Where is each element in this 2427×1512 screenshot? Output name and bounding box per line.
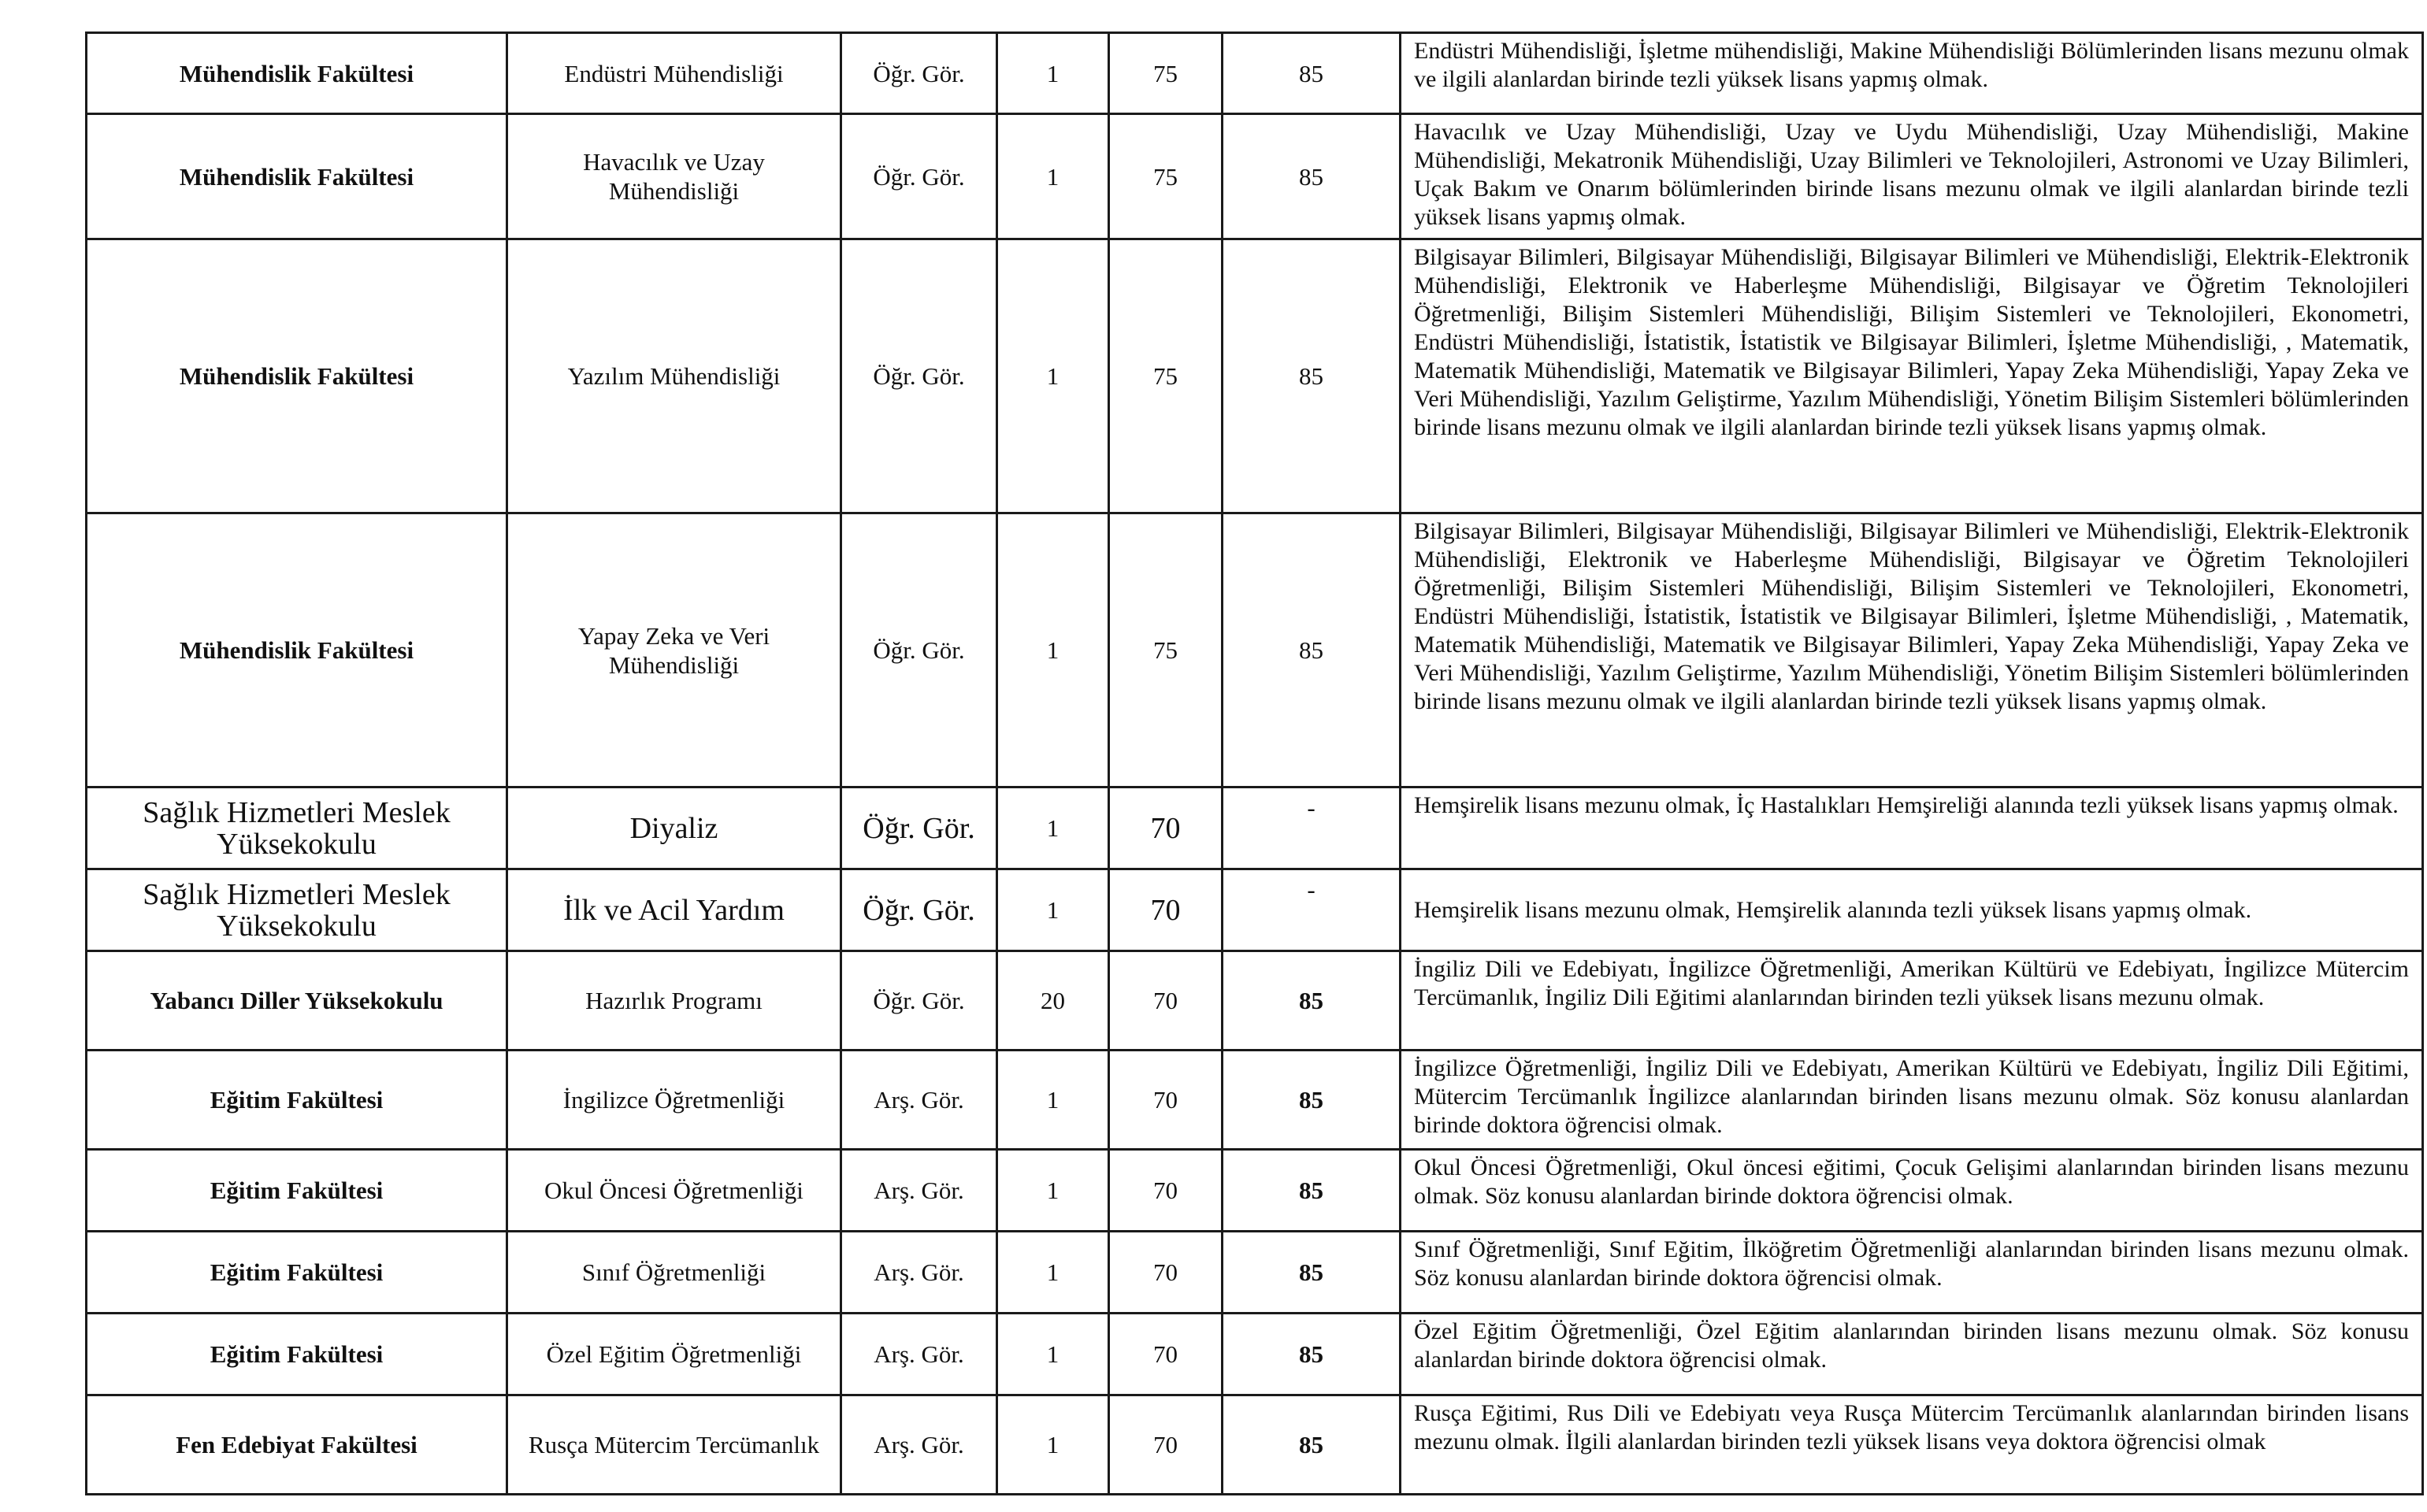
count-cell: 1 <box>997 1150 1109 1232</box>
title-cell: Arş. Gör. <box>841 1150 997 1232</box>
title-cell: Arş. Gör. <box>841 1314 997 1395</box>
language-score-cell: 85 <box>1223 1232 1401 1314</box>
requirements-cell: Bilgisayar Bilimleri, Bilgisayar Mühendisliği, Bilgisayar Bilimleri ve Mühendisliği, Elektrik-Elektronik Mühendisliği, Elektronik ve Haberleşme Mühendisliği, Bilgisayar ve Öğretim Teknolojileri Öğretmenliği, Bilişim Sistemleri Mühendisliği, Bilişim Sistemleri ve Teknolojileri, Ekonometri, Endüstri Mühendisliği, İstatistik, İstatistik ve Bilgisayar Bilimleri, İşletme Mühendisliği, , Matematik, Matematik Mühendisliği, Matematik ve Bilgisayar Bilimleri, Yapay Zeka Mühendisliği, Yapay Zeka ve Veri Mühendisliği, Yazılım Geliştirme, Yazılım Mühendisliği, Yönetim Bilişim Sistemleri bölümlerinden birinde lisans mezunu olmak ve ilgili alanlardan birinde tezli yüksek lisans yapmış olmak. <box>1401 239 2423 513</box>
table-row <box>87 1051 2423 1150</box>
department-cell: Rusça Mütercim Tercümanlık <box>507 1395 841 1495</box>
title-cell: Öğr. Gör. <box>841 33 997 114</box>
table-row <box>87 239 2423 513</box>
unit-cell: Mühendislik Fakültesi <box>87 114 507 239</box>
count-cell: 1 <box>997 114 1109 239</box>
title-cell: Arş. Gör. <box>841 1232 997 1314</box>
language-score-cell: 85 <box>1223 114 1401 239</box>
ales-cell: 70 <box>1109 1232 1223 1314</box>
unit-cell: Yabancı Diller Yüksekokulu <box>87 951 507 1051</box>
count-cell: 20 <box>997 951 1109 1051</box>
language-score-cell: 85 <box>1223 513 1401 788</box>
unit-cell: Mühendislik Fakültesi <box>87 513 507 788</box>
title-cell: Öğr. Gör. <box>841 513 997 788</box>
department-cell: Hazırlık Programı <box>507 951 841 1051</box>
department-cell: Endüstri Mühendisliği <box>507 33 841 114</box>
requirements-cell: Endüstri Mühendisliği, İşletme mühendisliği, Makine Mühendisliği Bölümlerinden lisans mezunu olmak ve ilgili alanlardan birinde tezli yüksek lisans yapmış olmak. <box>1401 33 2423 114</box>
ales-cell: 70 <box>1109 1051 1223 1150</box>
language-score-cell: 85 <box>1223 1395 1401 1495</box>
ales-cell: 70 <box>1109 1150 1223 1232</box>
title-cell: Öğr. Gör. <box>841 788 997 869</box>
count-cell: 1 <box>997 1051 1109 1150</box>
department-cell: İngilizce Öğretmenliği <box>507 1051 841 1150</box>
requirements-cell: İngiliz Dili ve Edebiyatı, İngilizce Öğretmenliği, Amerikan Kültürü ve Edebiyatı, İngilizce Mütercim Tercümanlık, İngiliz Dili Eğitimi alanlarından birinden tezli yüksek lisans mezunu olmak. <box>1401 951 2423 1051</box>
requirements-cell: İngilizce Öğretmenliği, İngiliz Dili ve Edebiyatı, Amerikan Kültürü ve Edebiyatı, İngiliz Dili Eğitimi, Mütercim Tercümanlık İngilizce alanlarından birinden lisans mezunu olmak. Söz konusu alanlardan birinde doktora öğrencisi olmak. <box>1401 1051 2423 1150</box>
count-cell: 1 <box>997 1232 1109 1314</box>
ales-cell: 75 <box>1109 513 1223 788</box>
count-cell: 1 <box>997 239 1109 513</box>
title-cell: Öğr. Gör. <box>841 239 997 513</box>
ales-cell: 70 <box>1109 1314 1223 1395</box>
language-score-cell: 85 <box>1223 951 1401 1051</box>
unit-cell: Sağlık Hizmetleri Meslek Yüksekokulu <box>87 788 507 869</box>
requirements-cell: Sınıf Öğretmenliği, Sınıf Eğitim, İlköğretim Öğretmenliği alanlarından birinden lisans mezunu olmak. Söz konusu alanlardan birinde doktora öğrencisi olmak. <box>1401 1232 2423 1314</box>
department-cell: Yazılım Mühendisliği <box>507 239 841 513</box>
count-cell: 1 <box>997 869 1109 951</box>
table-row <box>87 1314 2423 1395</box>
count-cell: 1 <box>997 788 1109 869</box>
table-row <box>87 513 2423 788</box>
count-cell: 1 <box>997 1314 1109 1395</box>
title-cell: Arş. Gör. <box>841 1051 997 1150</box>
department-cell: İlk ve Acil Yardım <box>507 869 841 951</box>
table-row <box>87 788 2423 869</box>
department-cell: Özel Eğitim Öğretmenliği <box>507 1314 841 1395</box>
unit-cell: Mühendislik Fakültesi <box>87 239 507 513</box>
count-cell: 1 <box>997 1395 1109 1495</box>
table-row <box>87 1150 2423 1232</box>
language-score-cell: 85 <box>1223 1150 1401 1232</box>
language-score-cell: 85 <box>1223 1051 1401 1150</box>
requirements-cell: Havacılık ve Uzay Mühendisliği, Uzay ve Uydu Mühendisliği, Uzay Mühendisliği, Makine Mühendisliği, Mekatronik Mühendisliği, Uzay Bilimleri ve Teknolojileri, Astronomi ve Uzay Bilimleri, Uçak Bakım ve Onarım bölümlerinden birinde lisans mezunu olmak ve ilgili alanlardan birinde tezli yüksek lisans yapmış olmak. <box>1401 114 2423 239</box>
ales-cell: 70 <box>1109 788 1223 869</box>
requirements-cell: Hemşirelik lisans mezunu olmak, Hemşirelik alanında tezli yüksek lisans yapmış olmak. <box>1401 869 2423 951</box>
title-cell: Öğr. Gör. <box>841 114 997 239</box>
ales-cell: 75 <box>1109 239 1223 513</box>
ales-cell: 75 <box>1109 33 1223 114</box>
title-cell: Arş. Gör. <box>841 1395 997 1495</box>
language-score-cell: - <box>1223 788 1401 869</box>
department-cell: Havacılık ve Uzay Mühendisliği <box>507 114 841 239</box>
count-cell: 1 <box>997 33 1109 114</box>
title-cell: Öğr. Gör. <box>841 869 997 951</box>
language-score-cell: 85 <box>1223 1314 1401 1395</box>
positions-table <box>85 32 2424 1495</box>
language-score-cell: - <box>1223 869 1401 951</box>
department-cell: Diyaliz <box>507 788 841 869</box>
table-row <box>87 951 2423 1051</box>
department-cell: Sınıf Öğretmenliği <box>507 1232 841 1314</box>
unit-cell: Mühendislik Fakültesi <box>87 33 507 114</box>
unit-cell: Eğitim Fakültesi <box>87 1051 507 1150</box>
table-row <box>87 114 2423 239</box>
unit-cell: Eğitim Fakültesi <box>87 1232 507 1314</box>
table-row <box>87 1232 2423 1314</box>
department-cell: Yapay Zeka ve Veri Mühendisliği <box>507 513 841 788</box>
requirements-cell: Okul Öncesi Öğretmenliği, Okul öncesi eğitimi, Çocuk Gelişimi alanlarından birinden lisans mezunu olmak. Söz konusu alanlardan birinde doktora öğrencisi olmak. <box>1401 1150 2423 1232</box>
ales-cell: 70 <box>1109 1395 1223 1495</box>
department-cell: Okul Öncesi Öğretmenliği <box>507 1150 841 1232</box>
title-cell: Öğr. Gör. <box>841 951 997 1051</box>
ales-cell: 75 <box>1109 114 1223 239</box>
ales-cell: 70 <box>1109 869 1223 951</box>
unit-cell: Eğitim Fakültesi <box>87 1150 507 1232</box>
unit-cell: Eğitim Fakültesi <box>87 1314 507 1395</box>
language-score-cell: 85 <box>1223 239 1401 513</box>
table-row <box>87 869 2423 951</box>
count-cell: 1 <box>997 513 1109 788</box>
table-row <box>87 33 2423 114</box>
language-score-cell: 85 <box>1223 33 1401 114</box>
requirements-cell: Rusça Eğitimi, Rus Dili ve Edebiyatı veya Rusça Mütercim Tercümanlık alanlarından birinden lisans mezunu olmak. İlgili alanlardan birinden tezli yüksek lisans veya doktora öğrencisi olmak <box>1401 1395 2423 1495</box>
requirements-cell: Bilgisayar Bilimleri, Bilgisayar Mühendisliği, Bilgisayar Bilimleri ve Mühendisliği, Elektrik-Elektronik Mühendisliği, Elektronik ve Haberleşme Mühendisliği, Bilgisayar ve Öğretim Teknolojileri Öğretmenliği, Bilişim Sistemleri Mühendisliği, Bilişim Sistemleri ve Teknolojileri, Ekonometri, Endüstri Mühendisliği, İstatistik, İstatistik ve Bilgisayar Bilimleri, İşletme Mühendisliği, , Matematik, Matematik Mühendisliği, Matematik ve Bilgisayar Bilimleri, Yapay Zeka Mühendisliği, Yapay Zeka ve Veri Mühendisliği, Yazılım Geliştirme, Yazılım Mühendisliği, Yönetim Bilişim Sistemleri bölümlerinden birinde lisans mezunu olmak ve ilgili alanlardan birinde tezli yüksek lisans yapmış olmak. <box>1401 513 2423 788</box>
unit-cell: Sağlık Hizmetleri Meslek Yüksekokulu <box>87 869 507 951</box>
unit-cell: Fen Edebiyat Fakültesi <box>87 1395 507 1495</box>
ales-cell: 70 <box>1109 951 1223 1051</box>
table-row <box>87 1395 2423 1495</box>
requirements-cell: Özel Eğitim Öğretmenliği, Özel Eğitim alanlarından birinden lisans mezunu olmak. Söz konusu alanlardan birinde doktora öğrencisi olmak. <box>1401 1314 2423 1395</box>
requirements-cell: Hemşirelik lisans mezunu olmak, İç Hastalıkları Hemşireliği alanında tezli yüksek lisans yapmış olmak. <box>1401 788 2423 869</box>
